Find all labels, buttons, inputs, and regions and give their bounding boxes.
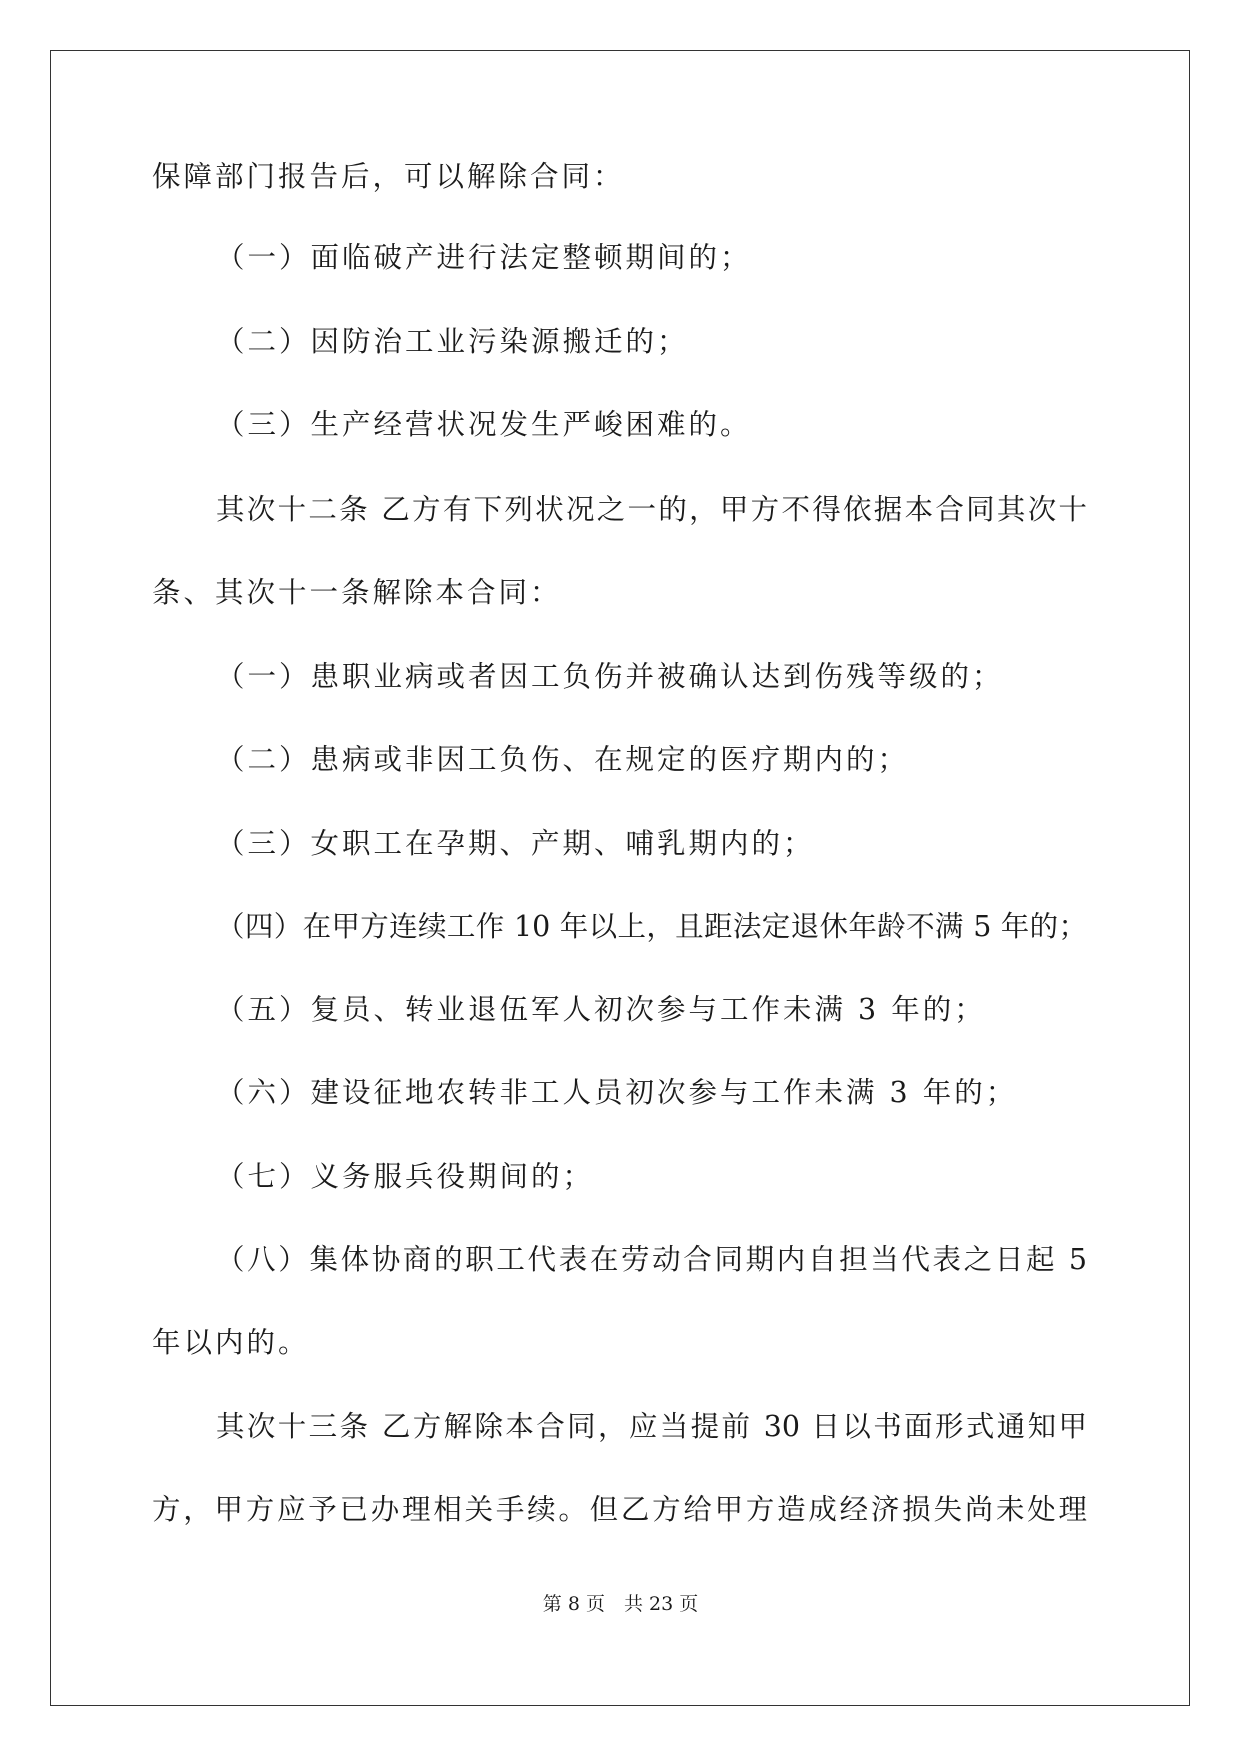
text-line-6: 条、其次十一条解除本合同： xyxy=(152,576,562,609)
text-line-14: （八）集体协商的职工代表在劳动合同期内自担当代表之日起 5 xyxy=(216,1243,1087,1276)
text-line-11: （五）复员、转业退伍军人初次参与工作未满 3 年的； xyxy=(216,993,986,1026)
text-line-1: 保障部门报告后，可以解除合同： xyxy=(152,160,625,193)
text-line-12: （六）建设征地农转非工人员初次参与工作未满 3 年的； xyxy=(216,1076,1018,1109)
text-line-8: （二）患病或非因工负伤、在规定的医疗期内的； xyxy=(216,743,910,776)
text-line-9: （三）女职工在孕期、产期、哺乳期内的； xyxy=(216,827,815,860)
text-line-13: （七）义务服兵役期间的； xyxy=(216,1160,595,1193)
text-line-7: （一）患职业病或者因工负伤并被确认达到伤残等级的； xyxy=(216,660,1004,693)
text-line-4: （三）生产经营状况发生严峻困难的。 xyxy=(216,408,752,441)
text-line-5: 其次十二条 乙方有下列状况之一的，甲方不得依据本合同其次十 xyxy=(216,493,1087,526)
page-number-footer: 第 8 页 共 23 页 xyxy=(542,1593,699,1615)
text-line-2: （一）面临破产进行法定整顿期间的； xyxy=(216,241,752,274)
text-line-15: 年以内的。 xyxy=(152,1326,310,1359)
text-line-17: 方，甲方应予已办理相关手续。但乙方给甲方造成经济损失尚未处理 xyxy=(152,1493,1087,1526)
page-border xyxy=(50,50,1190,1706)
text-line-16: 其次十三条 乙方解除本合同，应当提前 30 日以书面形式通知甲 xyxy=(216,1410,1087,1443)
text-line-3: （二）因防治工业污染源搬迁的； xyxy=(216,325,689,358)
text-line-10: （四）在甲方连续工作 10 年以上，且距法定退休年龄不满 5 年的； xyxy=(216,910,1087,943)
